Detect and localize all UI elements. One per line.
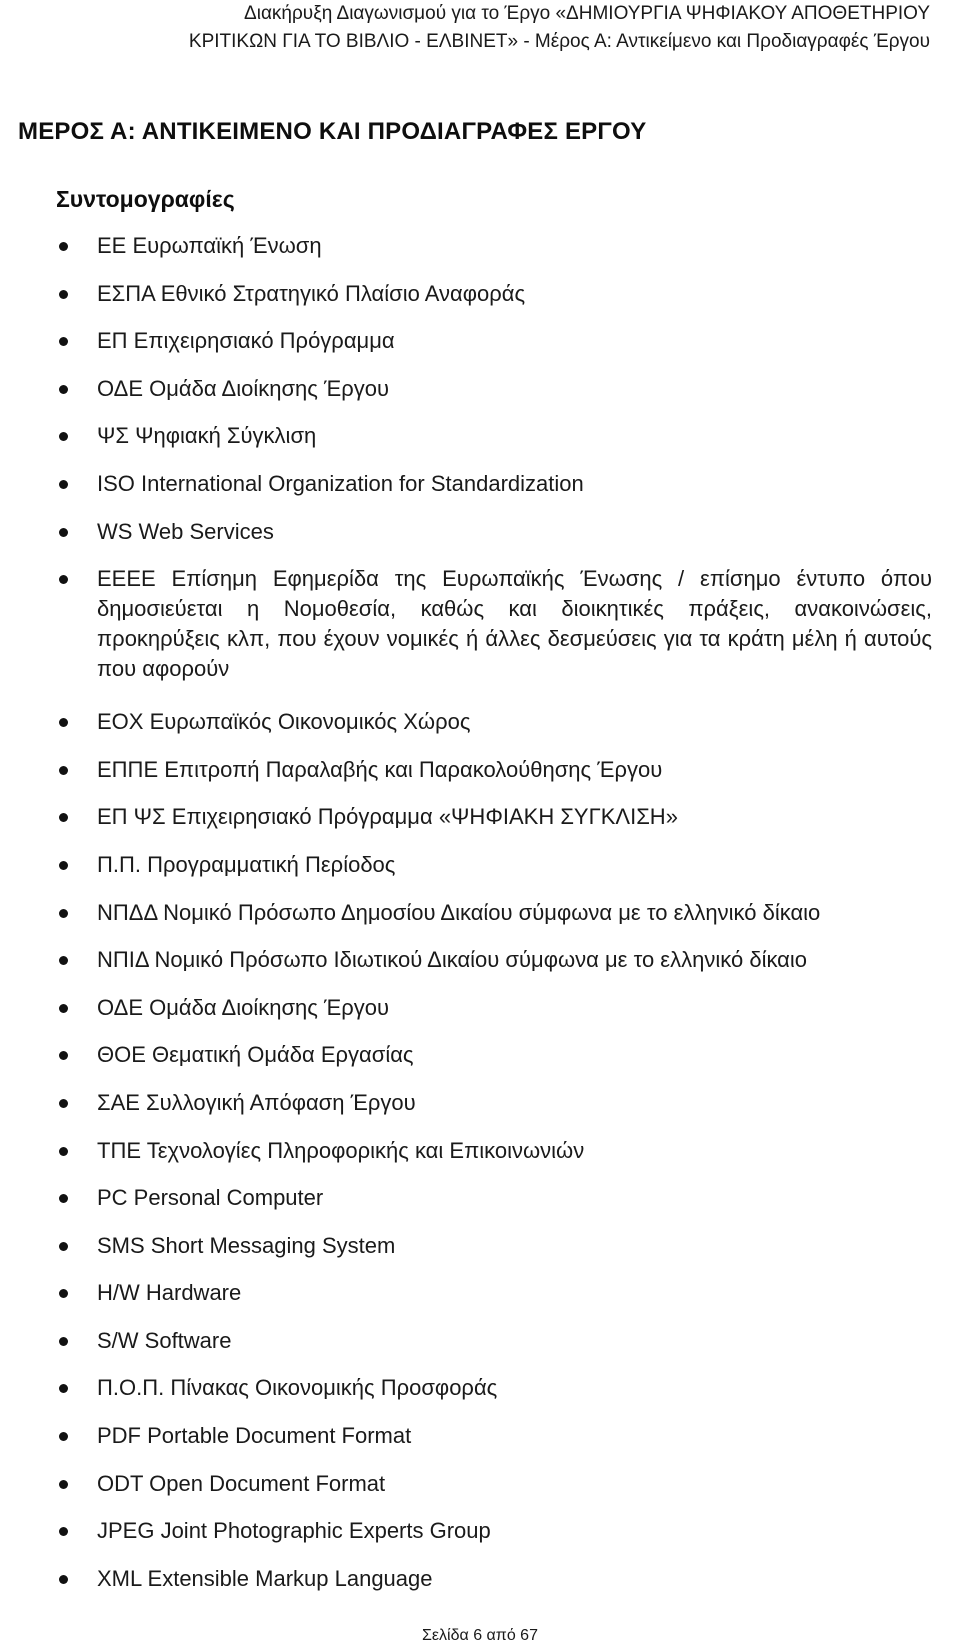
list-item-text: H/W Hardware xyxy=(97,1280,242,1306)
bullet-icon xyxy=(59,1004,68,1013)
bullet-icon xyxy=(59,861,68,870)
list-item xyxy=(0,1516,960,1546)
list-item-text: ΕΕΕΕ Επίσημη Εφημερίδα της Ευρωπαϊκής Ένωσης / επίσημο έντυπο όπου δημοσιεύεται η Νομοθεσία, καθώς και διοικητικές πράξεις, ανακοινώσεις, προκηρύξεις κλπ, που έχουν νομικές ή άλλες δεσμεύσεις για τα κράτη μέλη ή αυτούς που αφορούν xyxy=(97,566,932,682)
list-item-text: JPEG Joint Photographic Experts Group xyxy=(97,1518,491,1544)
bullet-icon xyxy=(59,1051,68,1060)
list-item xyxy=(0,898,960,928)
list-item-text: ODT Open Document Format xyxy=(97,1470,386,1496)
list-item xyxy=(0,1373,960,1403)
list-item xyxy=(0,755,960,785)
bullet-icon xyxy=(59,1289,68,1298)
list-item xyxy=(0,993,960,1023)
bullet-icon xyxy=(59,337,68,346)
list-item xyxy=(0,564,960,684)
bullet-icon xyxy=(59,528,68,537)
bullet-icon xyxy=(59,432,68,441)
list-item-text: ΕΕ Ευρωπαϊκή Ένωση xyxy=(97,233,322,258)
bullet-icon xyxy=(59,813,68,822)
list-item-text: ΝΠΙΔ Νομικό Πρόσωπο Ιδιωτικού Δικαίου σύμφωνα με το ελληνικό δίκαιο xyxy=(97,947,808,973)
list-item-text: ΝΠΔΔ Νομικό Πρόσωπο Δημοσίου Δικαίου σύμφωνα με το ελληνικό δίκαιο xyxy=(97,899,821,925)
bullet-icon xyxy=(59,1527,68,1536)
page-number-footer: Σελίδα 6 από 67 xyxy=(422,1627,538,1644)
list-item xyxy=(0,1136,960,1166)
bullet-icon xyxy=(59,1384,68,1393)
list-item xyxy=(0,374,960,404)
list-item xyxy=(0,1088,960,1118)
list-item-text: ΕΠ ΨΣ Επιχειρησιακό Πρόγραμμα «ΨΗΦΙΑΚΗ ΣΥΓΚΛΙΣΗ» xyxy=(97,804,678,830)
list-item xyxy=(0,1469,960,1499)
bullet-icon xyxy=(59,290,68,299)
bullet-icon xyxy=(59,1432,68,1441)
list-item xyxy=(0,517,960,547)
list-item-text: Π.Ο.Π. Πίνακας Οικονομικής Προσφοράς xyxy=(97,1375,498,1401)
bullet-icon xyxy=(59,575,68,584)
list-item xyxy=(0,1183,960,1213)
list-item xyxy=(0,421,960,451)
list-item xyxy=(0,850,960,880)
list-item-text: ΟΔΕ Ομάδα Διοίκησης Έργου xyxy=(97,375,390,401)
list-item-text: ΕΟΧ Ευρωπαϊκός Οικονομικός Χώρος xyxy=(97,709,471,735)
running-header xyxy=(30,0,930,56)
abbreviation-list xyxy=(0,231,960,1611)
bullet-icon xyxy=(59,956,68,965)
list-item xyxy=(0,1040,960,1070)
list-item xyxy=(0,1564,960,1594)
bullet-icon xyxy=(59,385,68,394)
running-header-line-1: Διακήρυξη Διαγωνισμού για το Έργο «ΔΗΜΙΟΥΡΓΙΑ ΨΗΦΙΑΚΟΥ ΑΠΟΘΕΤΗΡΙΟΥ xyxy=(244,3,930,24)
bullet-icon xyxy=(59,718,68,727)
list-item xyxy=(0,279,960,309)
list-item xyxy=(0,231,960,261)
bullet-icon xyxy=(59,242,68,251)
list-item-text: ΨΣ Ψηφιακή Σύγκλιση xyxy=(97,423,317,449)
running-header-line-2: ΚΡΙΤΙΚΩΝ ΓΙΑ ΤΟ ΒΙΒΛΙΟ - ΕΛΒΙΝΕΤ» - Μέρος Α: Αντικείμενο και Προδιαγραφές Έργου xyxy=(188,31,930,52)
bullet-icon xyxy=(59,1194,68,1203)
list-item-text: ISO International Organization for Standardization xyxy=(97,470,584,496)
list-item-text: PDF Portable Document Format xyxy=(97,1423,412,1449)
list-item xyxy=(0,1278,960,1308)
list-item xyxy=(0,1421,960,1451)
list-item-text: ΟΔΕ Ομάδα Διοίκησης Έργου xyxy=(97,994,390,1020)
list-item-text: SMS Short Messaging System xyxy=(97,1232,396,1258)
list-item-text: PC Personal Computer xyxy=(97,1185,324,1211)
list-item-text: WS Web Services xyxy=(97,518,274,544)
list-item xyxy=(0,802,960,832)
bullet-icon xyxy=(59,1147,68,1156)
list-item xyxy=(0,707,960,737)
bullet-icon xyxy=(59,1242,68,1251)
list-item-text: S/W Software xyxy=(97,1327,232,1353)
list-item xyxy=(0,945,960,975)
list-item xyxy=(0,469,960,499)
list-item-text: Π.Π. Προγραμματική Περίοδος xyxy=(97,851,396,877)
bullet-icon xyxy=(59,1099,68,1108)
bullet-icon xyxy=(59,909,68,918)
bullet-icon xyxy=(59,1480,68,1489)
bullet-icon xyxy=(59,1575,68,1584)
list-item-text: ΕΣΠΑ Εθνικό Στρατηγικό Πλαίσιο Αναφοράς xyxy=(97,280,526,306)
bullet-icon xyxy=(59,1337,68,1346)
list-item-text: ΘΟΕ Θεματική Ομάδα Εργασίας xyxy=(97,1042,414,1068)
list-item xyxy=(0,326,960,356)
list-item xyxy=(0,1326,960,1356)
section-heading: Συντομογραφίες xyxy=(56,186,235,212)
bullet-icon xyxy=(59,766,68,775)
bullet-icon xyxy=(59,480,68,489)
list-item-text: ΕΠ Επιχειρησιακό Πρόγραμμα xyxy=(97,328,395,354)
list-item-text: ΕΠΠΕ Επιτροπή Παραλαβής και Παρακολούθησης Έργου xyxy=(97,756,663,782)
list-item-text: ΣΑΕ Συλλογική Απόφαση Έργου xyxy=(97,1089,416,1115)
list-item-text: XML Extensible Markup Language xyxy=(97,1565,433,1591)
list-item-text: ΤΠΕ Τεχνολογίες Πληροφορικής και Επικοινωνιών xyxy=(97,1137,585,1163)
list-item xyxy=(0,1231,960,1261)
part-title: ΜΕΡΟΣ Α: ΑΝΤΙΚΕΙΜΕΝΟ ΚΑΙ ΠΡΟΔΙΑΓΡΑΦΕΣ ΕΡΓΟΥ xyxy=(18,118,647,145)
